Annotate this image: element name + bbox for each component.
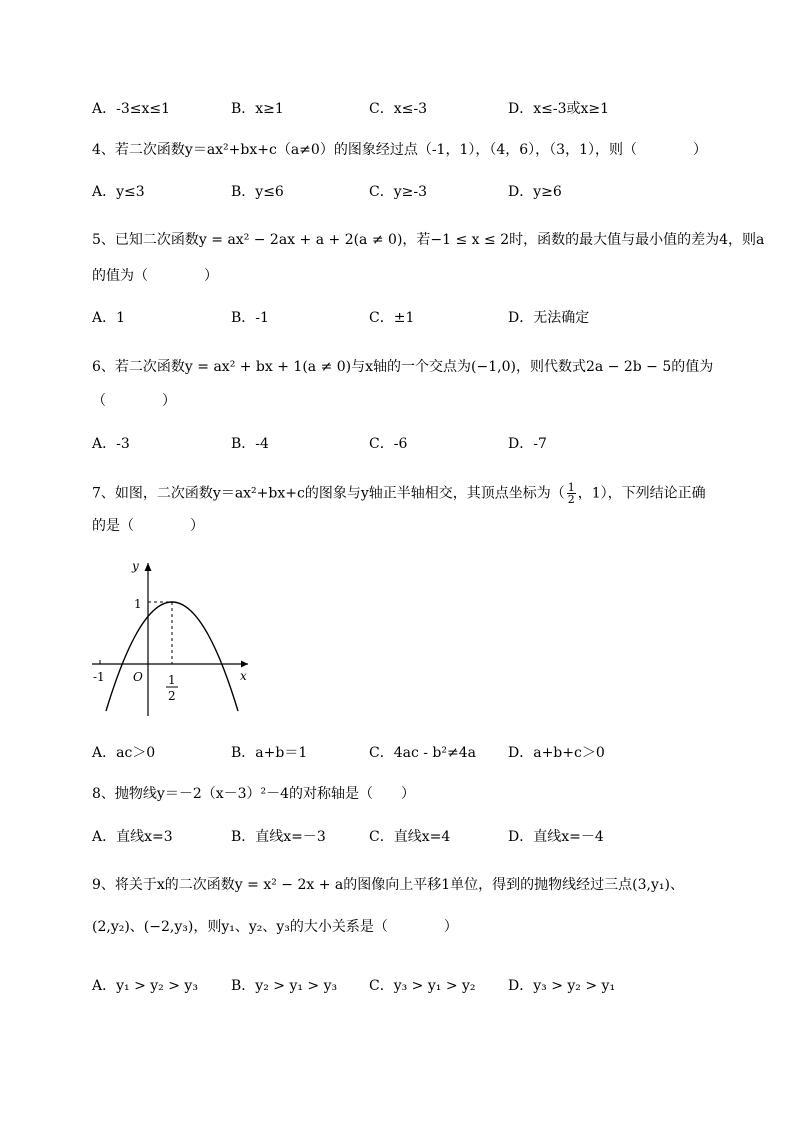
q3-option-d: D．x≤-3或x≥1 (508, 101, 610, 117)
q5-option-a: A．1 (92, 310, 126, 326)
q5-option-d: D．无法确定 (508, 310, 590, 326)
q8-option-c: C．直线x=4 (369, 829, 451, 845)
q6-option-d: D．-7 (508, 436, 547, 452)
q9-stem-line1: 9、将关于x的二次函数y = x² − 2x + a的图像向上平移1单位，得到的抛物线经过三点(3,y₁)、 (92, 877, 684, 893)
label-neg-one: -1 (93, 670, 105, 684)
q4-option-d: D．y≥6 (508, 184, 562, 200)
label-half-den: 2 (168, 689, 176, 703)
q6-option-a: A．-3 (92, 436, 130, 452)
q7-fraction-num: 1 (567, 481, 575, 494)
q8-option-d: D．直线x=－4 (508, 829, 604, 845)
q9-option-d: D．y₃ > y₂ > y₁ (508, 978, 616, 994)
q8-option-b: B．直线x=－3 (231, 829, 326, 845)
q4-option-a: A．y≤3 (92, 184, 145, 200)
q7-fraction (567, 482, 576, 505)
q9-option-a: A．y₁ > y₂ > y₃ (92, 978, 198, 994)
q9-stem-line2: (2,y₂)、(−2,y₃)，则y₁、y₂、y₃的大小关系是（ ） (92, 919, 458, 935)
q8-option-a: A．直线x=3 (92, 829, 173, 845)
q6-option-c: C．-6 (369, 436, 408, 452)
q6-option-b: B．-4 (231, 436, 269, 452)
q7-stem-line2: 的是（ ） (92, 518, 204, 534)
q9-option-b: B．y₂ > y₁ > y₃ (231, 978, 338, 994)
q7-option-a: A．ac＞0 (92, 745, 156, 761)
q7-option-b: B．a+b＝1 (231, 745, 308, 761)
q9-option-c: C．y₃ > y₁ > y₂ (369, 978, 476, 994)
q3-option-b: B．x≥1 (231, 101, 284, 117)
q7-option-d: D．a+b+c＞0 (508, 745, 605, 761)
q4-option-c: C．y≥-3 (369, 184, 427, 200)
parabola-graph (90, 556, 260, 721)
x-axis-label: x (240, 669, 247, 683)
q4-option-b: B．y≤6 (231, 184, 284, 200)
q7-option-c: C．4ac - b²≠4a (369, 745, 476, 761)
label-half-num: 1 (168, 673, 176, 687)
q3-option-c: C．x≤-3 (369, 101, 427, 117)
y-axis-arrow (145, 563, 152, 571)
q7-stem-post: ，1），下列结论正确 (577, 485, 706, 502)
y-axis-label: y (132, 559, 139, 573)
origin-label: O (133, 670, 143, 684)
q5-option-b: B．-1 (231, 310, 269, 326)
x-axis-arrow (241, 661, 248, 668)
label-one: 1 (134, 597, 142, 611)
q5-stem-line1: 5、已知二次函数y = ax² − 2ax + a + 2(a ≠ 0)，若−1 ≤ x ≤ 2时，函数的最大值与最小值的差为4，则a (92, 232, 765, 248)
q3-option-a: A．-3≤x≤1 (92, 101, 171, 117)
q5-option-c: C．±1 (369, 310, 415, 326)
q7-stem-line1 (92, 482, 706, 505)
q4-stem: 4、若二次函数y＝ax²+bx+c（a≠0）的图象经过点（-1，1），（4，6），（3，1），则（ ） (92, 142, 707, 158)
q7-stem-pre: 7、如图，二次函数y＝ax²+bx+c的图象与y轴正半轴相交，其顶点坐标为（ (92, 485, 565, 502)
q8-stem: 8、抛物线y＝－2（x－3）²－4的对称轴是（ ） (92, 786, 416, 802)
q5-stem-line2: 的值为（ ） (92, 268, 218, 284)
q7-fraction-den: 2 (567, 493, 575, 506)
q6-stem-line2: （ ） (92, 393, 176, 409)
q6-stem-line1: 6、若二次函数y = ax² + bx + 1(a ≠ 0)与x轴的一个交点为(−1,0)，则代数式2a − 2b − 5的值为 (92, 359, 714, 375)
